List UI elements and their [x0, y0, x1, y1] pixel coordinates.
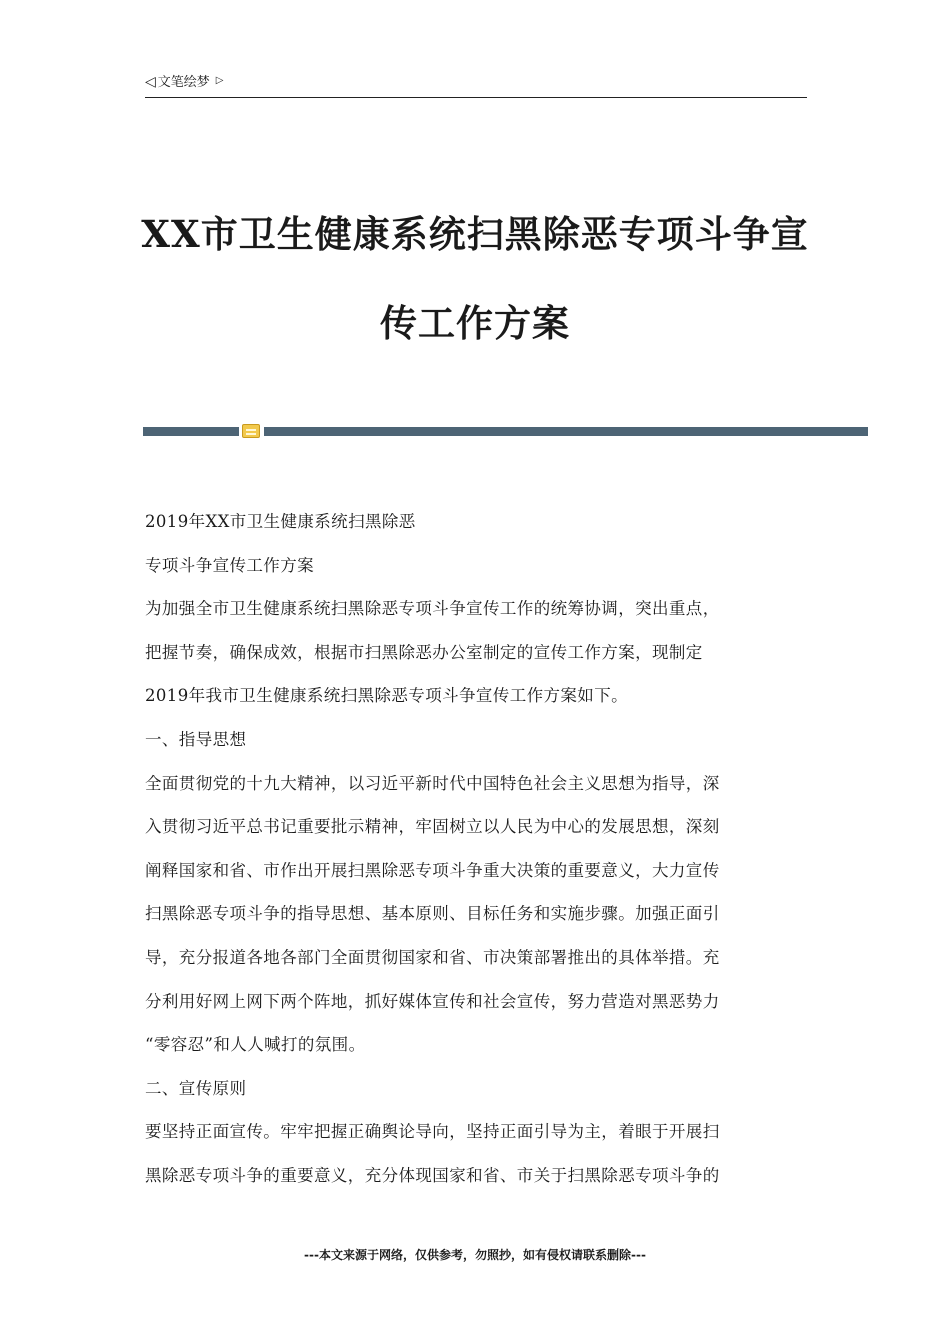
divider-bar-left [143, 427, 239, 436]
body-line: 要坚持正面宣传。牢牢把握正确舆论导向，坚持正面引导为主，着眼于开展扫 [145, 1122, 720, 1142]
document-icon [242, 424, 260, 438]
body-line: 入贯彻习近平总书记重要批示精神，牢固树立以人民为中心的发展思想，深刻 [145, 817, 720, 837]
body-line: 2019年我市卫生健康系统扫黑除恶专项斗争宣传工作方案如下。 [145, 686, 628, 706]
right-triangle-icon: ▷ [215, 75, 224, 86]
document-body [145, 509, 805, 1207]
body-line: 导，充分报道各地各部门全面贯彻国家和省、市决策部署推出的具体举措。充 [145, 947, 720, 967]
page-header [145, 74, 807, 98]
body-line: 把握节奏，确保成效，根据市扫黑除恶办公室制定的宣传工作方案，现制定 [145, 642, 703, 662]
footer-disclaimer: ---本文来源于网络，仅供参考，勿照抄，如有侵权请联系删除--- [304, 1248, 646, 1262]
body-line: 2019年XX市卫生健康系统扫黑除恶 [145, 512, 416, 531]
divider-bar-right [264, 427, 868, 436]
left-triangle-icon: ◁ [145, 74, 156, 90]
body-line: 阐释国家和省、市作出开展扫黑除恶专项斗争重大决策的重要意义，大力宣传 [145, 860, 720, 880]
body-line: “零容忍”和人人喊打的氛围。 [145, 1035, 366, 1055]
body-line: 专项斗争宣传工作方案 [145, 555, 314, 575]
document-title-line-2: 传工作方案 [380, 301, 570, 345]
section-heading: 一、指导思想 [145, 729, 247, 749]
body-line: 扫黑除恶专项斗争的指导思想、基本原则、目标任务和实施步骤。加强正面引 [145, 904, 720, 924]
body-line: 全面贯彻党的十九大精神，以习近平新时代中国特色社会主义思想为指导，深 [145, 773, 720, 793]
section-heading: 二、宣传原则 [145, 1078, 247, 1098]
brand-label: 文笔绘梦 [157, 75, 210, 90]
body-line: 为加强全市卫生健康系统扫黑除恶专项斗争宣传工作的统筹协调，突出重点， [145, 599, 720, 619]
body-line: 黑除恶专项斗争的重要意义，充分体现国家和省、市关于扫黑除恶专项斗争的 [145, 1165, 720, 1185]
body-line: 分利用好网上网下两个阵地，抓好媒体宣传和社会宣传，努力营造对黑恶势力 [145, 991, 720, 1011]
document-title-line-1: XX市卫生健康系统扫黑除恶专项斗争宣 [141, 212, 809, 256]
